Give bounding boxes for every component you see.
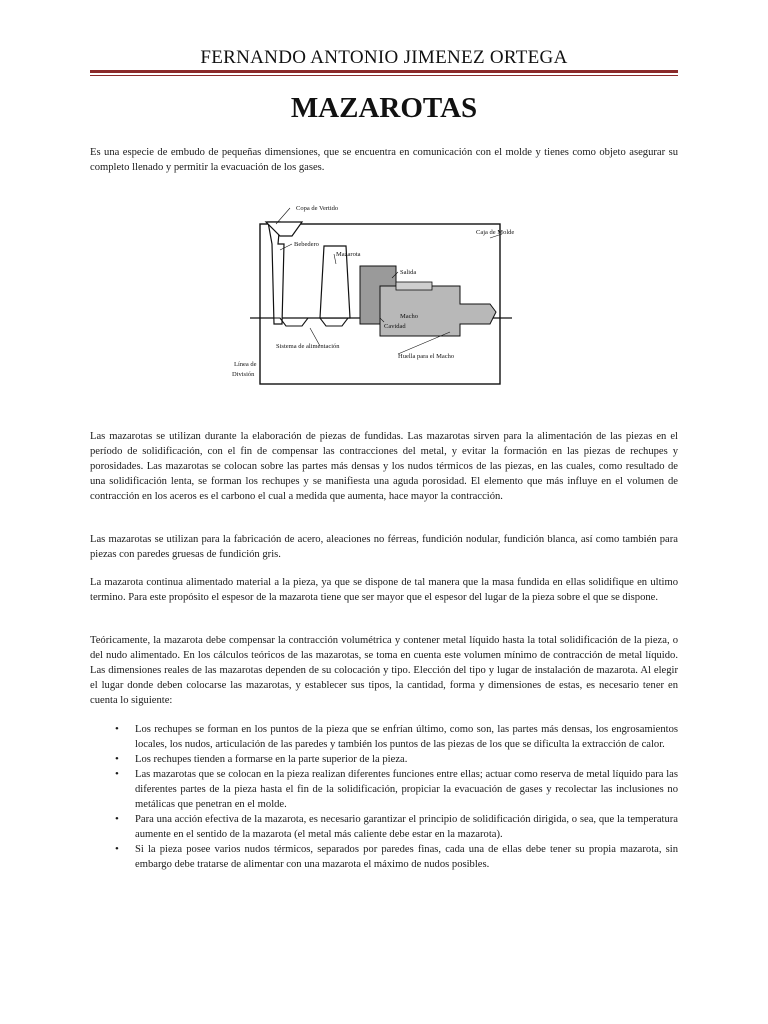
- label-copa: Copa de Vertido: [296, 205, 339, 212]
- label-salida: Salida: [400, 269, 417, 276]
- header-rule-thick: [90, 70, 678, 73]
- body-paragraph-4: Teóricamente, la mazarota debe compensar la contracción volumétrica y contener metal líquido hasta la total solidificación de la pieza, o del nudo alimentado. En los cálculos teóricos de las mazarotas, se toma en cuenta este volumen mínimo de contracción de metal líquido. Las dimensiones reales de las mazarotas dependen de su colocación y tipo. Elección del tipo y lugar de instalación de mazarota. Al elegir el lugar donde deben colocarse las mazarotas, y establecer sus tipos, la cantidad, forma y dimensiones de estas, es necesario tener en cuenta lo siguiente:: [90, 635, 678, 706]
- list-item: [90, 767, 678, 812]
- mold-diagram-figure: [220, 194, 520, 394]
- body-paragraph-2: Las mazarotas se utilizan para la fabricación de acero, aleaciones no férreas, fundición nodular, fundición blanca, así como también para piezas con paredes gruesas de fundición gris.: [90, 534, 678, 560]
- label-mazarota: Mazarota: [336, 251, 361, 258]
- page-header-author: FERNANDO ANTONIO JIMENEZ ORTEGA: [200, 47, 568, 68]
- document-title: MAZAROTAS: [290, 92, 478, 124]
- label-linea-2: División: [232, 371, 255, 378]
- list-item-text: Para una acción efectiva de la mazarota, es necesario garantizar el principio de solidificación dirigida, o sea, que la temperatura aumente en el sentido de la mazarota (el metal más caliente debe estar en la mazarota).: [135, 814, 678, 840]
- header-rule-thin: [90, 75, 678, 76]
- label-linea-1: Línea de: [234, 361, 257, 368]
- list-item-text: Las mazarotas que se colocan en la pieza realizan diferentes funciones entre ellas; actuar como reserva de metal líquido para las diferentes partes de la pieza hasta el fin de la solidificación, propiciar la evacuación de gases y recolectar las inclusiones no metálicas que penetran en el molde.: [135, 769, 678, 810]
- label-cavidad: Cavidad: [384, 323, 406, 330]
- label-sistema: Sistema de alimentación: [276, 343, 340, 350]
- bullet-glyph: •: [115, 723, 119, 735]
- list-item: [90, 842, 678, 872]
- sprue-shape: [268, 222, 284, 324]
- list-item-text: Los rechupes se forman en los puntos de la pieza que se enfrían último, como son, las partes más densas, los engrosamientos locales, los nudos, articulación de las paredes y también los puntos de las piezas de los que se dificulta la extracción de calor.: [135, 724, 678, 750]
- list-item: [90, 722, 678, 752]
- list-item-text: Los rechupes tienden a formarse en la parte superior de la pieza.: [135, 754, 408, 765]
- label-caja: Caja de Molde: [476, 229, 515, 236]
- label-macho: Macho: [400, 313, 419, 320]
- intro-paragraph: Es una especie de embudo de pequeñas dimensiones, que se encuentra en comunicación con el molde y tienes como objeto asegurar su completo llenado y permitir la evacuación de los gases.: [90, 147, 678, 173]
- label-huella: Huella para el Macho: [398, 353, 455, 360]
- list-item: [90, 752, 678, 767]
- vent-shape: [396, 282, 432, 290]
- label-bebedero: Bebedero: [294, 241, 319, 248]
- bullet-glyph: •: [115, 768, 119, 780]
- list-item-text: Si la pieza posee varios nudos térmicos, separados por paredes finas, cada una de ellas debe tener su propia mazarota, sin embargo debe tratarse de alimentar con una mazarota el máximo de nudos posibles.: [135, 844, 678, 870]
- body-paragraph-3: La mazarota continua alimentado material a la pieza, ya que se dispone de tal manera que la masa fundida en ellas solidifique en ultimo termino. Para este propósito el espesor de la mazarota tiene que ser mayor que el espesor del lugar de la pieza sobre el que se dispone.: [90, 577, 678, 603]
- bullet-glyph: •: [115, 753, 119, 765]
- list-item: [90, 812, 678, 842]
- bullet-glyph: •: [115, 813, 119, 825]
- considerations-list: [90, 722, 678, 872]
- bullet-glyph: •: [115, 843, 119, 855]
- body-paragraph-1: Las mazarotas se utilizan durante la elaboración de piezas de fundidas. Las mazarotas sirven para la alimentación de las piezas en el período de solidificación, con el fin de compensar las contracciones del metal, y evitar la formación en las piezas de rechupes y porosidades. Las mazarotas se colocan sobre las partes más densas y los nudos térmicos de las piezas, en las cuales, como resultado de una solidificación lenta, se forman los rechupes y se manifiesta una aguda porosidad. El elemento que más influye en el volumen de contracción en los aceros es el carbono el cual a medida que aumenta, hace mayor la contracción.: [90, 431, 678, 502]
